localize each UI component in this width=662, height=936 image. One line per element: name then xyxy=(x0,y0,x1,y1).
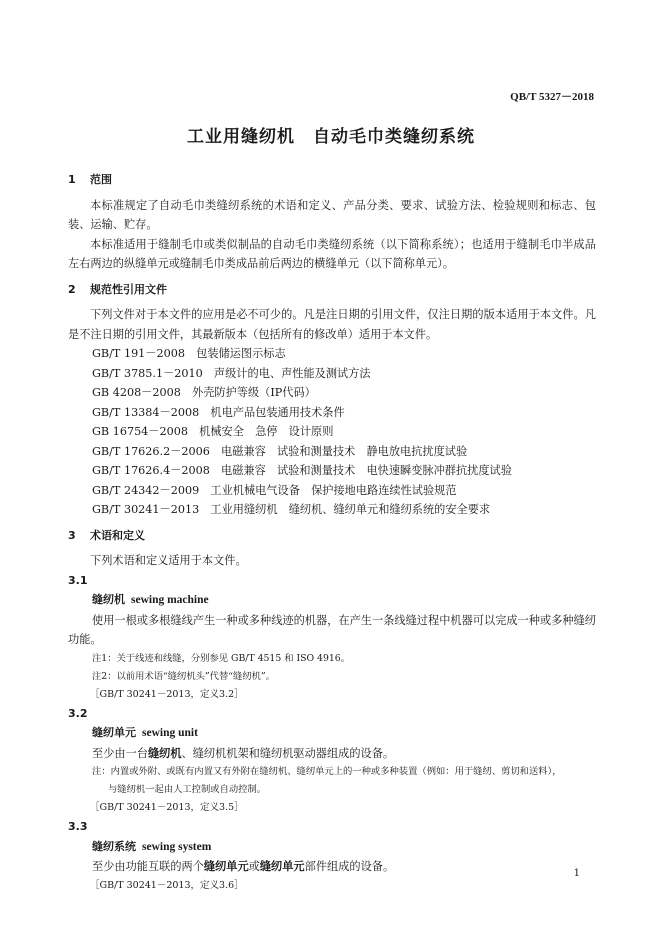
term-title xyxy=(68,837,596,858)
source-reference: ［GB/T 30241－2013，定义3.6］ xyxy=(90,879,244,891)
term-en: sewing machine xyxy=(131,594,209,606)
term-title xyxy=(68,723,596,744)
paragraph: 下列文件对于本文件的应用是必不可少的。凡是注日期的引用文件，仅注日期的版本适用于本文件。凡是不注日期的引用文件，其最新版本（包括所有的修改单）适用于本文件。 xyxy=(68,308,596,341)
source-reference: ［GB/T 30241－2013，定义3.2］ xyxy=(90,688,244,700)
clause-number: 3.2 xyxy=(68,706,88,720)
reference-item: GB/T 17626.2－2006 电磁兼容 试验和测量技术 静电放电抗扰度试验 xyxy=(92,444,468,458)
source-reference: ［GB/T 30241－2013，定义3.5］ xyxy=(90,802,244,813)
term-zh: 缝纫系统 xyxy=(92,839,136,853)
term-keyword: 缝纫单元 xyxy=(203,860,249,873)
section-number: 3 xyxy=(68,528,76,542)
note-continuation: 与缝纫机一起由人工控制或自动控制。 xyxy=(108,784,267,795)
term-en: sewing unit xyxy=(142,727,198,739)
note: 注：内置或外附、或既有内置又有外附在缝纫机、缝纫单元上的一种或多种装置（例如：用于缝纫、剪切和送料）， xyxy=(92,766,562,777)
paragraph: 下列术语和定义适用于本文件。 xyxy=(90,554,247,567)
reference-item: GB/T 13384－2008 机电产品包装通用技术条件 xyxy=(92,405,345,419)
reference-item: GB/T 17626.4－2008 电磁兼容 试验和测量技术 电快速瞬变脉冲群抗扰度试验 xyxy=(92,464,512,477)
paragraph: 本标准适用于缝制毛巾或类似制品的自动毛巾类缝纫系统（以下简称系统）；也适用于缝制毛巾半成品左右两边的纵缝单元或缝制毛巾类成品前后两边的横缝单元（以下简称单元）。 xyxy=(68,237,596,270)
term-keyword: 缝纫单元 xyxy=(259,860,305,873)
standard-code: QB/T 5327－2018 xyxy=(510,91,594,103)
clause-number: 3.1 xyxy=(68,573,88,587)
section-1-heading xyxy=(68,170,596,190)
page-number: 1 xyxy=(573,868,580,879)
clause-number: 3.3 xyxy=(68,820,88,833)
reference-item: GB 4208－2008 外壳防护等级（IP代码） xyxy=(92,386,316,399)
section-title: 规范性引用文件 xyxy=(90,282,167,296)
note: 注1：关于线迹和线缝，分别参见 GB/T 4515 和 ISO 4916。 xyxy=(92,652,351,664)
term-en: sewing system xyxy=(142,840,212,853)
term-title xyxy=(68,590,596,611)
section-title: 范围 xyxy=(90,173,112,186)
section-number: 2 xyxy=(68,282,76,296)
term-definition: 使用一根或多根缝线产生一种或多种线迹的机器，在产生一条线缝过程中机器可以完成一种或多种缝纫功能。 xyxy=(68,613,596,646)
term-keyword: 缝纫机 xyxy=(147,746,182,760)
reference-item: GB/T 24342－2009 工业机械电气设备 保护接地电路连续性试验规范 xyxy=(92,483,457,497)
document-body xyxy=(68,170,596,895)
reference-item: GB/T 191－2008 包装储运图示标志 xyxy=(92,347,286,360)
section-2-heading xyxy=(68,280,596,300)
reference-item: GB/T 3785.1－2010 声级计的电、声性能及测试方法 xyxy=(92,366,371,380)
paragraph: 本标准规定了自动毛巾类缝纫系统的术语和定义、产品分类、要求、试验方法、检验规则和标志、包装、运输、贮存。 xyxy=(68,198,596,231)
section-3-heading xyxy=(68,526,596,546)
section-number: 1 xyxy=(68,173,76,186)
term-definition: 至少由功能互联的两个缝纫单元或缝纫单元部件组成的设备。 xyxy=(92,860,395,873)
document-title: 工业用缝纫机 自动毛巾类缝纫系统 xyxy=(187,127,475,147)
reference-item: GB/T 30241－2013 工业用缝纫机 缝纫机、缝纫单元和缝纫系统的安全要求 xyxy=(92,503,491,516)
reference-item: GB 16754－2008 机械安全 急停 设计原则 xyxy=(92,425,334,438)
note: 注2：以前用术语“缝纫机头”代替“缝纫机”。 xyxy=(92,670,275,682)
term-definition: 至少由一台缝纫机、缝纫机机架和缝纫机驱动器组成的设备。 xyxy=(92,746,395,760)
term-zh: 缝纫机 xyxy=(92,593,125,606)
section-title: 术语和定义 xyxy=(90,528,145,542)
term-zh: 缝纫单元 xyxy=(92,726,136,739)
